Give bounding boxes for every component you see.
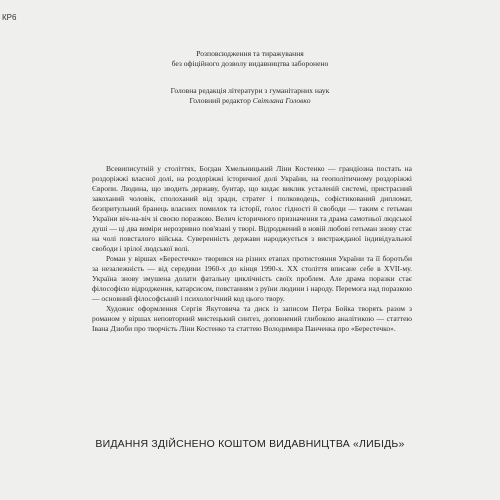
copyright-notice [0,49,500,69]
editorial-credits [0,86,500,106]
corner-code: КР6 [2,13,17,22]
editorial-office: Головна редакція літератури з гуманітарних наук [170,86,330,95]
annotation-paragraph: Художнє оформлення Сергія Якутовича та диск із записом Петра Бойка творять разом з романом у віршах неповторний мистецький синтез, доповнений глибокою аналітикою — статтею Івана Дзюби про творчість Ліни Костенко та статтею Володимира Панченка про «Берестечко». [92,304,412,333]
chief-editor-name: Світлана Головко [252,96,311,105]
chief-editor [0,96,500,106]
notice-line: без офіційного дозволу видавництва заборонено [171,59,329,68]
annotation-paragraph: Всевиписутній у століттях, Богдан Хмельницький Ліни Костенко — грандіозна постать на роздоріжжі власної долі, на роздоріжжі історичної долі України, на геополітичному роздоріжжі Європи. Людина, що зводить державу, бунтар, що кидає виклик усталеній системі, пристрасний закоханий чоловік, сполоханий від зради, стратег і полководець, софістикований дипломат, безпритульний бранець власних помилок та історії, голос гідності й свободи — таким є гетьман України віч-на-віч зі своєю поразкою. Велич історичного призначення та драма самотньої людської душі — ці два виміри нерозривно пов'язані у творі. Відроджений в новій любові гетьман знову стає на чолі повсталого війська. Суверенність держави народжується з вистражданої індивідуальної свободи і зрілої людської волі. [92,164,412,253]
annotation-paragraph: Роман у віршах «Берестечко» творився на різних етапах протистояння України та її боротьби за незалежність — від середини 1960-х до кінця 1990-х. XX століття вписане себе в XVII-му. Україна знову змушена долати фатальну циклічність своїх проблем. Але драма поразки стає філософією відродження, катарсисом, повстанням з руїни людини і народу. Перемога над поразкою — основний філософський і психологічний код цього твору. [92,254,412,303]
chief-editor-label: Головний редактор [189,96,253,105]
notice-line: Розповсюдження та тиражування [196,49,304,58]
book-annotation [92,164,412,334]
funding-note: ВИДАННЯ ЗДІЙСНЕНО КОШТОМ ВИДАВНИЦТВА «ЛИБІДЬ» [95,438,405,450]
